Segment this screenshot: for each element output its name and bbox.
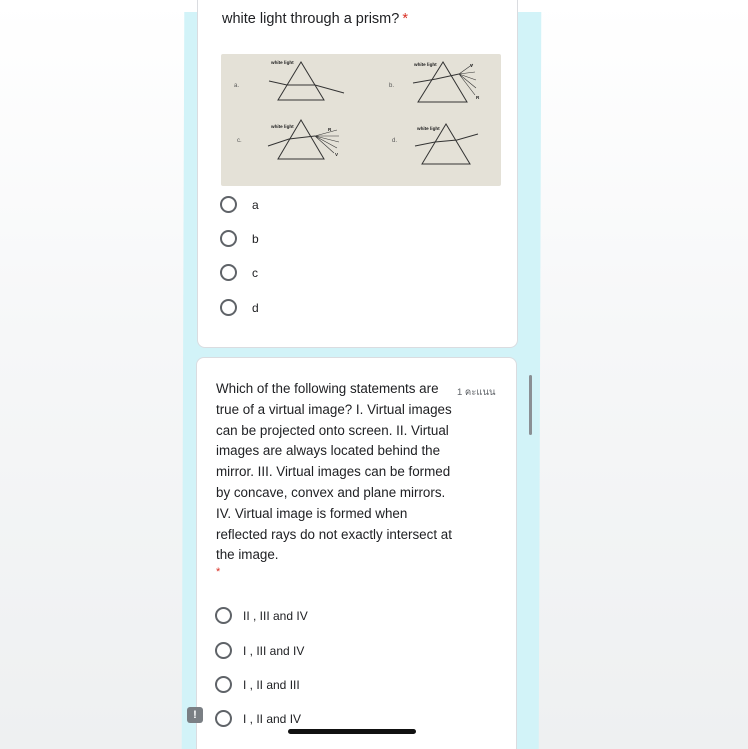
option-i-ii-iv[interactable] [215, 710, 301, 727]
violet-label-b: V [470, 63, 474, 68]
radio-button[interactable] [220, 196, 237, 213]
prism-b [418, 62, 467, 102]
option-ii-iii-iv[interactable] [215, 607, 308, 624]
option-label: d [252, 300, 259, 315]
option-label: I , III and IV [243, 643, 305, 658]
option-i-ii-iii[interactable] [215, 676, 300, 693]
radio-button[interactable] [215, 676, 232, 693]
option-b[interactable] [220, 230, 259, 247]
radio-button[interactable] [220, 264, 237, 281]
points-label: 1 คะแนน [457, 387, 496, 398]
option-label: c [252, 265, 258, 280]
white-light-label-c: white light [271, 124, 294, 129]
radio-button[interactable] [215, 607, 232, 624]
diagram-label-b: b. [389, 83, 395, 89]
radio-button[interactable] [220, 230, 237, 247]
ray-d [415, 134, 478, 146]
radio-button[interactable] [215, 710, 232, 727]
question-card-virtual-image [196, 357, 517, 749]
question-text: Which of the following statements are true of a virtual image? I. Virtual images can be projected onto screen. II. Virtual images are always located behind the mirror. III. Virtual images can be formed by concave, convex and plane mirrors. IV. Virtual image is formed when reflected rays do not exactly intersect at the image. [216, 381, 452, 563]
radio-button[interactable] [215, 642, 232, 659]
scrollbar[interactable] [529, 375, 532, 435]
option-label: I , II and III [243, 677, 300, 692]
ray-c [268, 136, 315, 146]
option-label: II , III and IV [243, 608, 308, 623]
radio-button[interactable] [220, 299, 237, 316]
option-label: b [252, 231, 259, 246]
diagram-label-a: a. [234, 83, 240, 89]
ray-a [269, 81, 344, 93]
prism-diagram-image [221, 54, 501, 186]
option-label: I , II and IV [243, 711, 302, 726]
red-label-c: R [328, 127, 332, 132]
feedback-icon[interactable]: ! [187, 707, 203, 723]
violet-label-c: V [335, 152, 339, 157]
red-label-b: R [476, 95, 480, 100]
white-light-label-a: white light [271, 60, 294, 65]
required-asterisk: * [402, 11, 408, 27]
required-asterisk: * [216, 566, 221, 578]
prism-diagram-svg [221, 54, 501, 186]
prism-a [278, 62, 324, 100]
ray-b [413, 74, 459, 83]
option-a[interactable] [220, 196, 259, 213]
option-c[interactable] [220, 264, 258, 281]
white-light-label-b: white light [414, 62, 437, 67]
white-light-label-d: white light [417, 126, 440, 131]
diagram-label-c: c. [237, 138, 242, 144]
option-i-iii-iv[interactable] [215, 642, 304, 659]
home-indicator[interactable] [288, 729, 416, 734]
option-label: a [252, 197, 259, 212]
question-card-prism [197, 0, 518, 348]
diagram-label-d: d. [392, 138, 398, 144]
question-title: white light through a prism? * [222, 11, 408, 27]
option-d[interactable] [220, 299, 259, 316]
